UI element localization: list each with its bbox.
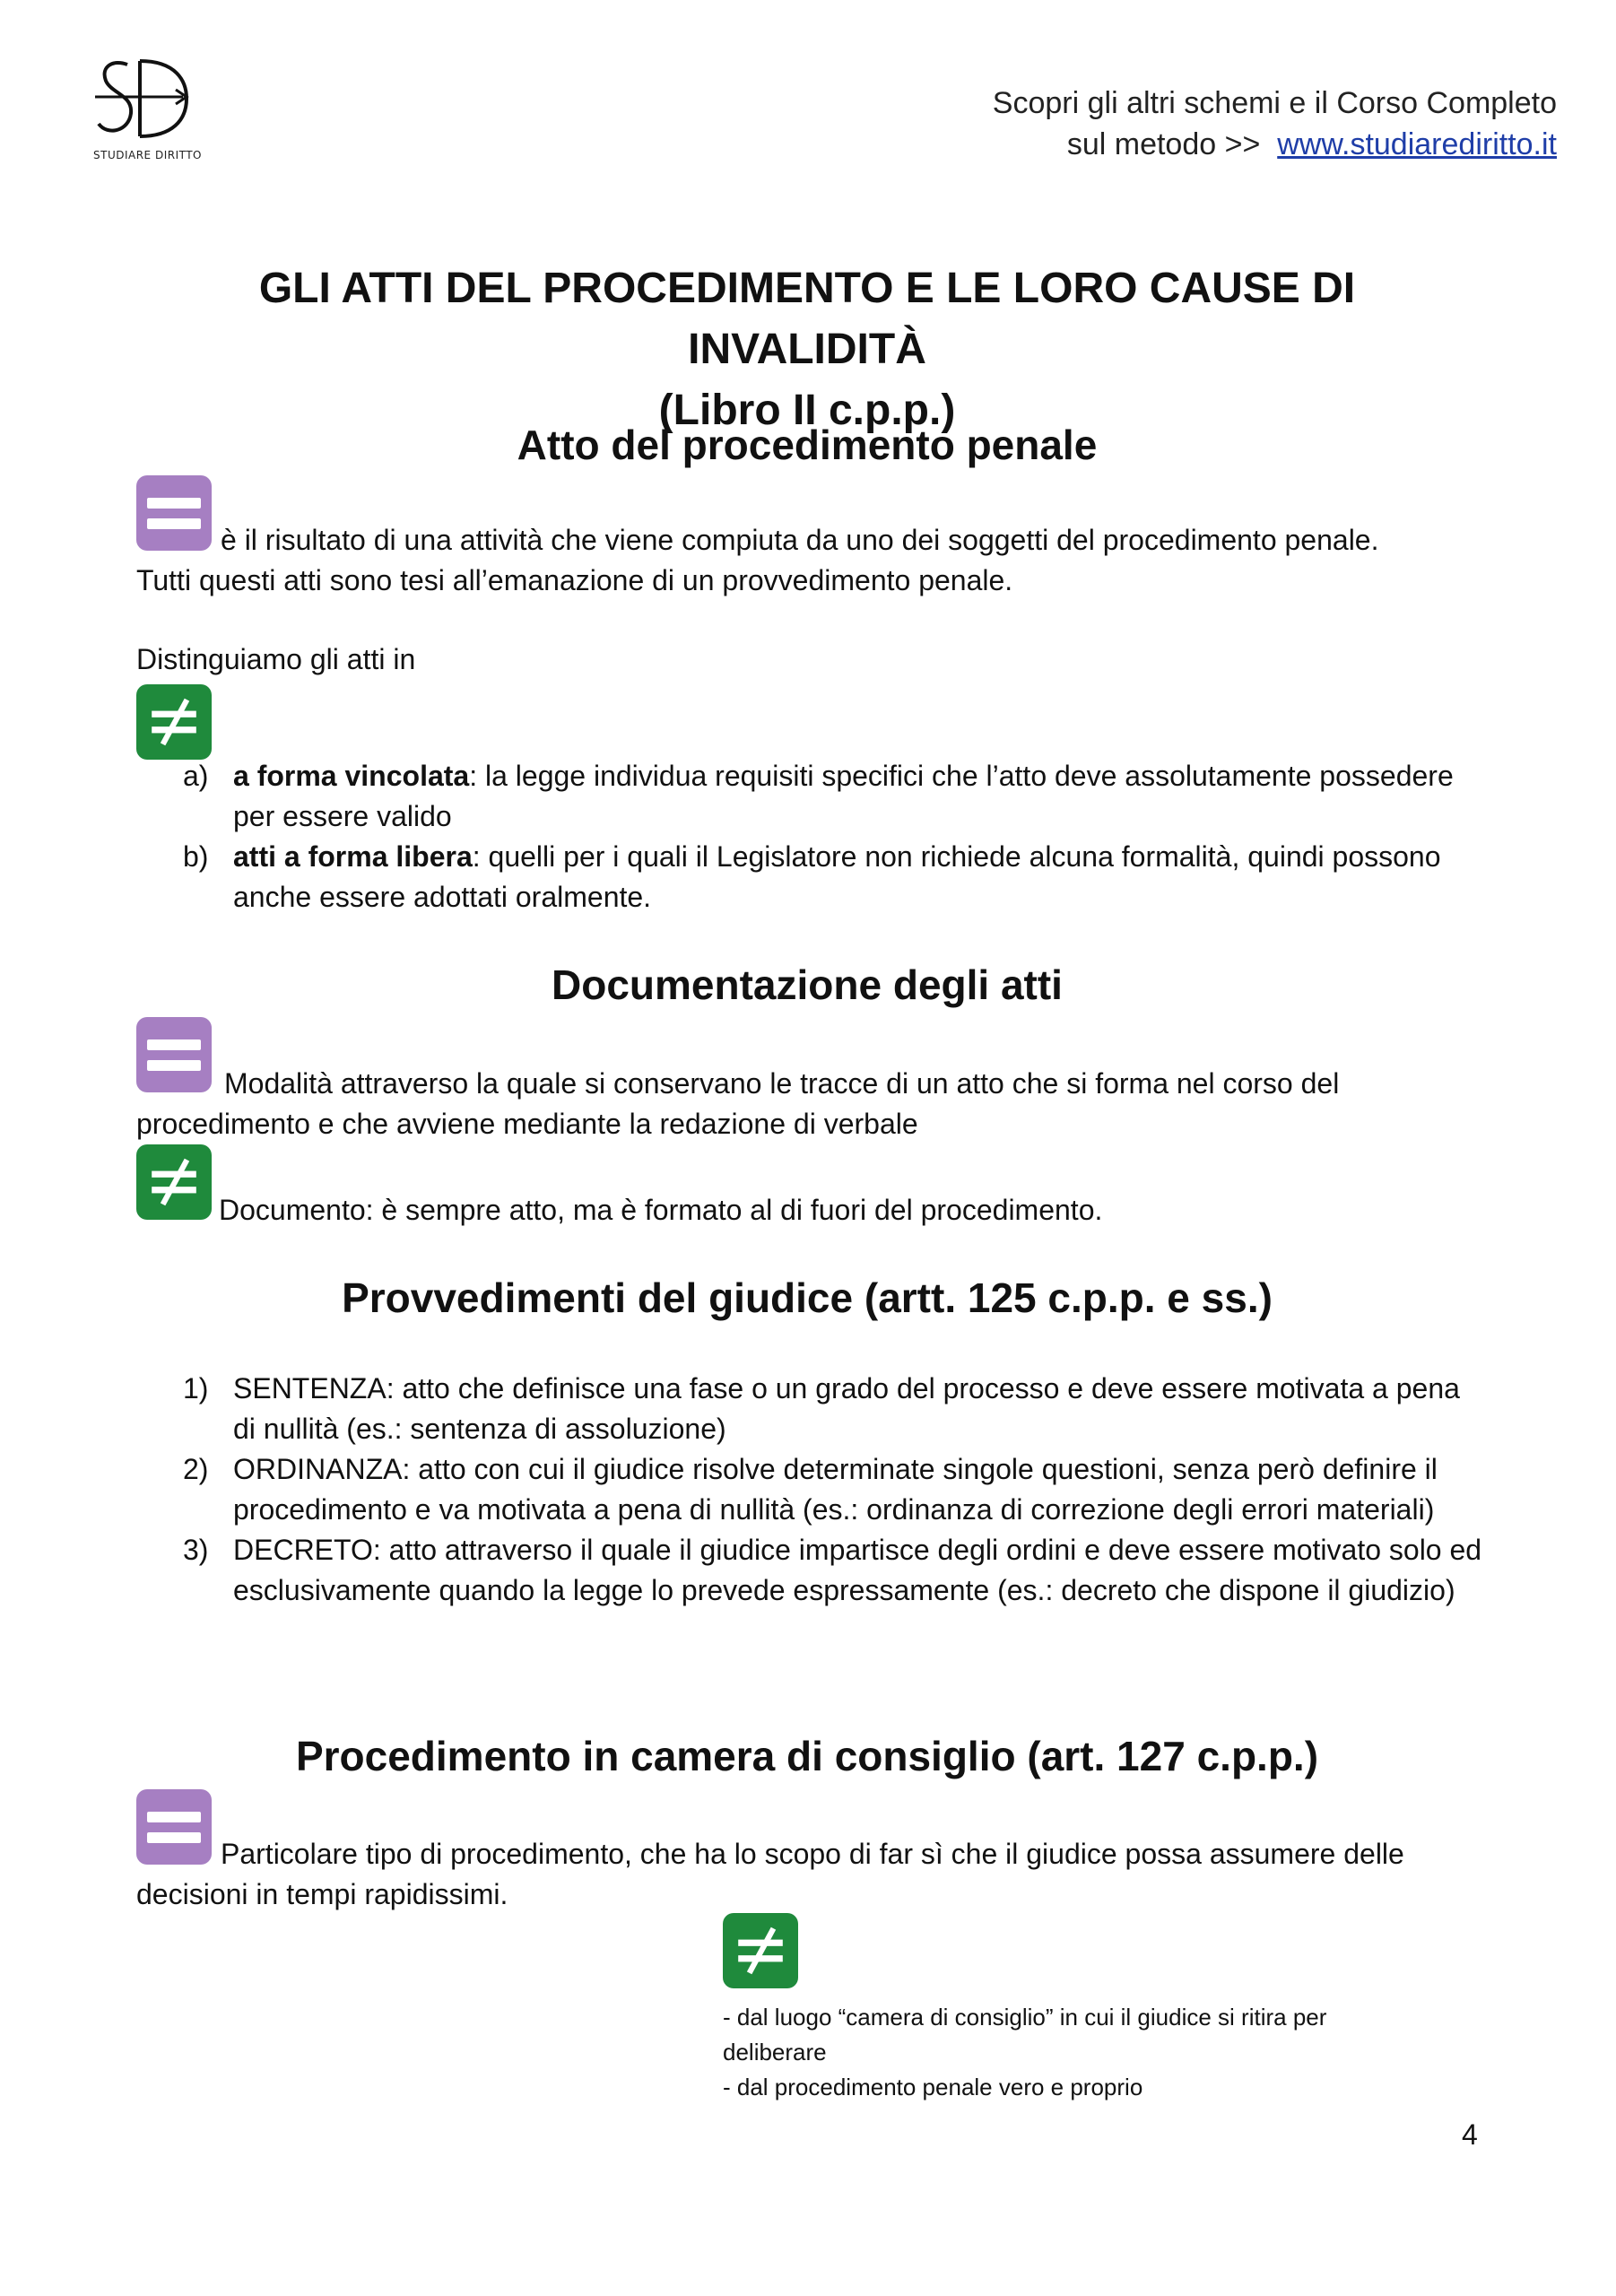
title-line-2: (Libro II c.p.p.): [658, 387, 956, 434]
list-item: [136, 837, 1487, 918]
section-heading-provvedimenti: Provvedimenti del giudice (artt. 125 c.p.p. e ss.): [342, 1274, 1273, 1321]
list-text: : quelli per i quali il Legislatore non richiede alcuna formalità, quindi possono anche essere adottati oralmente.: [233, 840, 1441, 913]
website-link[interactable]: www.studiarediritto.it: [1277, 127, 1557, 161]
promo-line-1: Scopri gli altri schemi e il Corso Completo: [992, 86, 1557, 120]
section-heading-atto: Atto del procedimento penale: [517, 422, 1098, 468]
list-text: : la legge individua requisiti specifici che l’atto deve assolutamente possedere per essere valido: [233, 760, 1454, 832]
list-text: DECRETO: atto attraverso il quale il giudice impartisce degli ordini e deve essere motivato solo ed esclusivamente quando la legge lo prevede espressamente (es.: decreto che dispone il giudizio): [233, 1534, 1482, 1606]
distinction-intro: Distinguiamo gli atti in: [136, 643, 416, 675]
atto-definition: [136, 520, 1487, 601]
list-item: [136, 756, 1487, 837]
documentazione-line-1: Modalità attraverso la quale si conservano le tracce di un atto che si forma nel corso del: [224, 1067, 1340, 1100]
documentazione-definition: [136, 1064, 1487, 1144]
list-term: a forma vincolata: [233, 760, 470, 792]
camera-definition-line-1: Particolare tipo di procedimento, che ha lo scopo di far sì che il giudice possa assumere delle: [221, 1838, 1404, 1870]
list-marker: a): [183, 760, 209, 792]
list-item: [136, 1449, 1487, 1530]
camera-differences: [723, 2000, 1404, 2105]
page-number: 4: [1462, 2118, 1478, 2151]
list-text: ORDINANZA: atto con cui il giudice risolve determinate singole questioni, senza però definire il procedimento e va motivata a pena di nullità (es.: ordinanza di correzione degli errori materiali): [233, 1453, 1438, 1526]
provvedimenti-list: [136, 1369, 1487, 1611]
documento-difference: Documento: è sempre atto, ma è formato al di fuori del procedimento.: [219, 1194, 1103, 1226]
camera-definition: [136, 1834, 1487, 1915]
logo-monogram-icon: [93, 54, 192, 144]
logo-subtitle: STUDIARE DIRITTO: [93, 149, 203, 161]
list-marker: 2): [183, 1453, 209, 1485]
header-promo: [993, 83, 1557, 165]
section-heading-documentazione: Documentazione degli atti: [552, 961, 1063, 1008]
list-item: - dal luogo “camera di consiglio” in cui il giudice si ritira per deliberare: [723, 2004, 1327, 2066]
camera-definition-line-2: decisioni in tempi rapidissimi.: [136, 1878, 508, 1910]
list-marker: 1): [183, 1372, 209, 1405]
list-item: [136, 1369, 1487, 1449]
list-item: - dal procedimento penale vero e proprio: [723, 2074, 1143, 2100]
atto-definition-line-2: Tutti questi atti sono tesi all’emanazione di un provvedimento penale.: [136, 564, 1013, 596]
list-term: atti a forma libera: [233, 840, 473, 873]
list-item: [136, 1530, 1487, 1611]
logo: [93, 54, 201, 170]
not-equal-icon: [723, 1913, 798, 1988]
list-marker: 3): [183, 1534, 209, 1566]
list-text: SENTENZA: atto che definisce una fase o un grado del processo e deve essere motivata a pena di nullità (es.: sentenza di assoluzione): [233, 1372, 1460, 1445]
forma-list: [136, 756, 1487, 918]
not-equal-icon: [136, 684, 212, 760]
section-heading-camera-consiglio: Procedimento in camera di consiglio (art. 127 c.p.p.): [295, 1733, 1319, 1779]
title-line-1: GLI ATTI DEL PROCEDIMENTO E LE LORO CAUSE DI INVALIDITÀ: [258, 265, 1356, 373]
promo-line-2: [993, 124, 1557, 165]
atto-definition-line-1: è il risultato di una attività che viene compiuta da uno dei soggetti del procedimento penale.: [221, 524, 1379, 556]
list-marker: b): [183, 840, 209, 873]
documentazione-line-2: procedimento e che avviene mediante la redazione di verbale: [136, 1108, 918, 1140]
document-title: [135, 258, 1480, 441]
promo-prefix: sul metodo >>: [1066, 127, 1269, 161]
